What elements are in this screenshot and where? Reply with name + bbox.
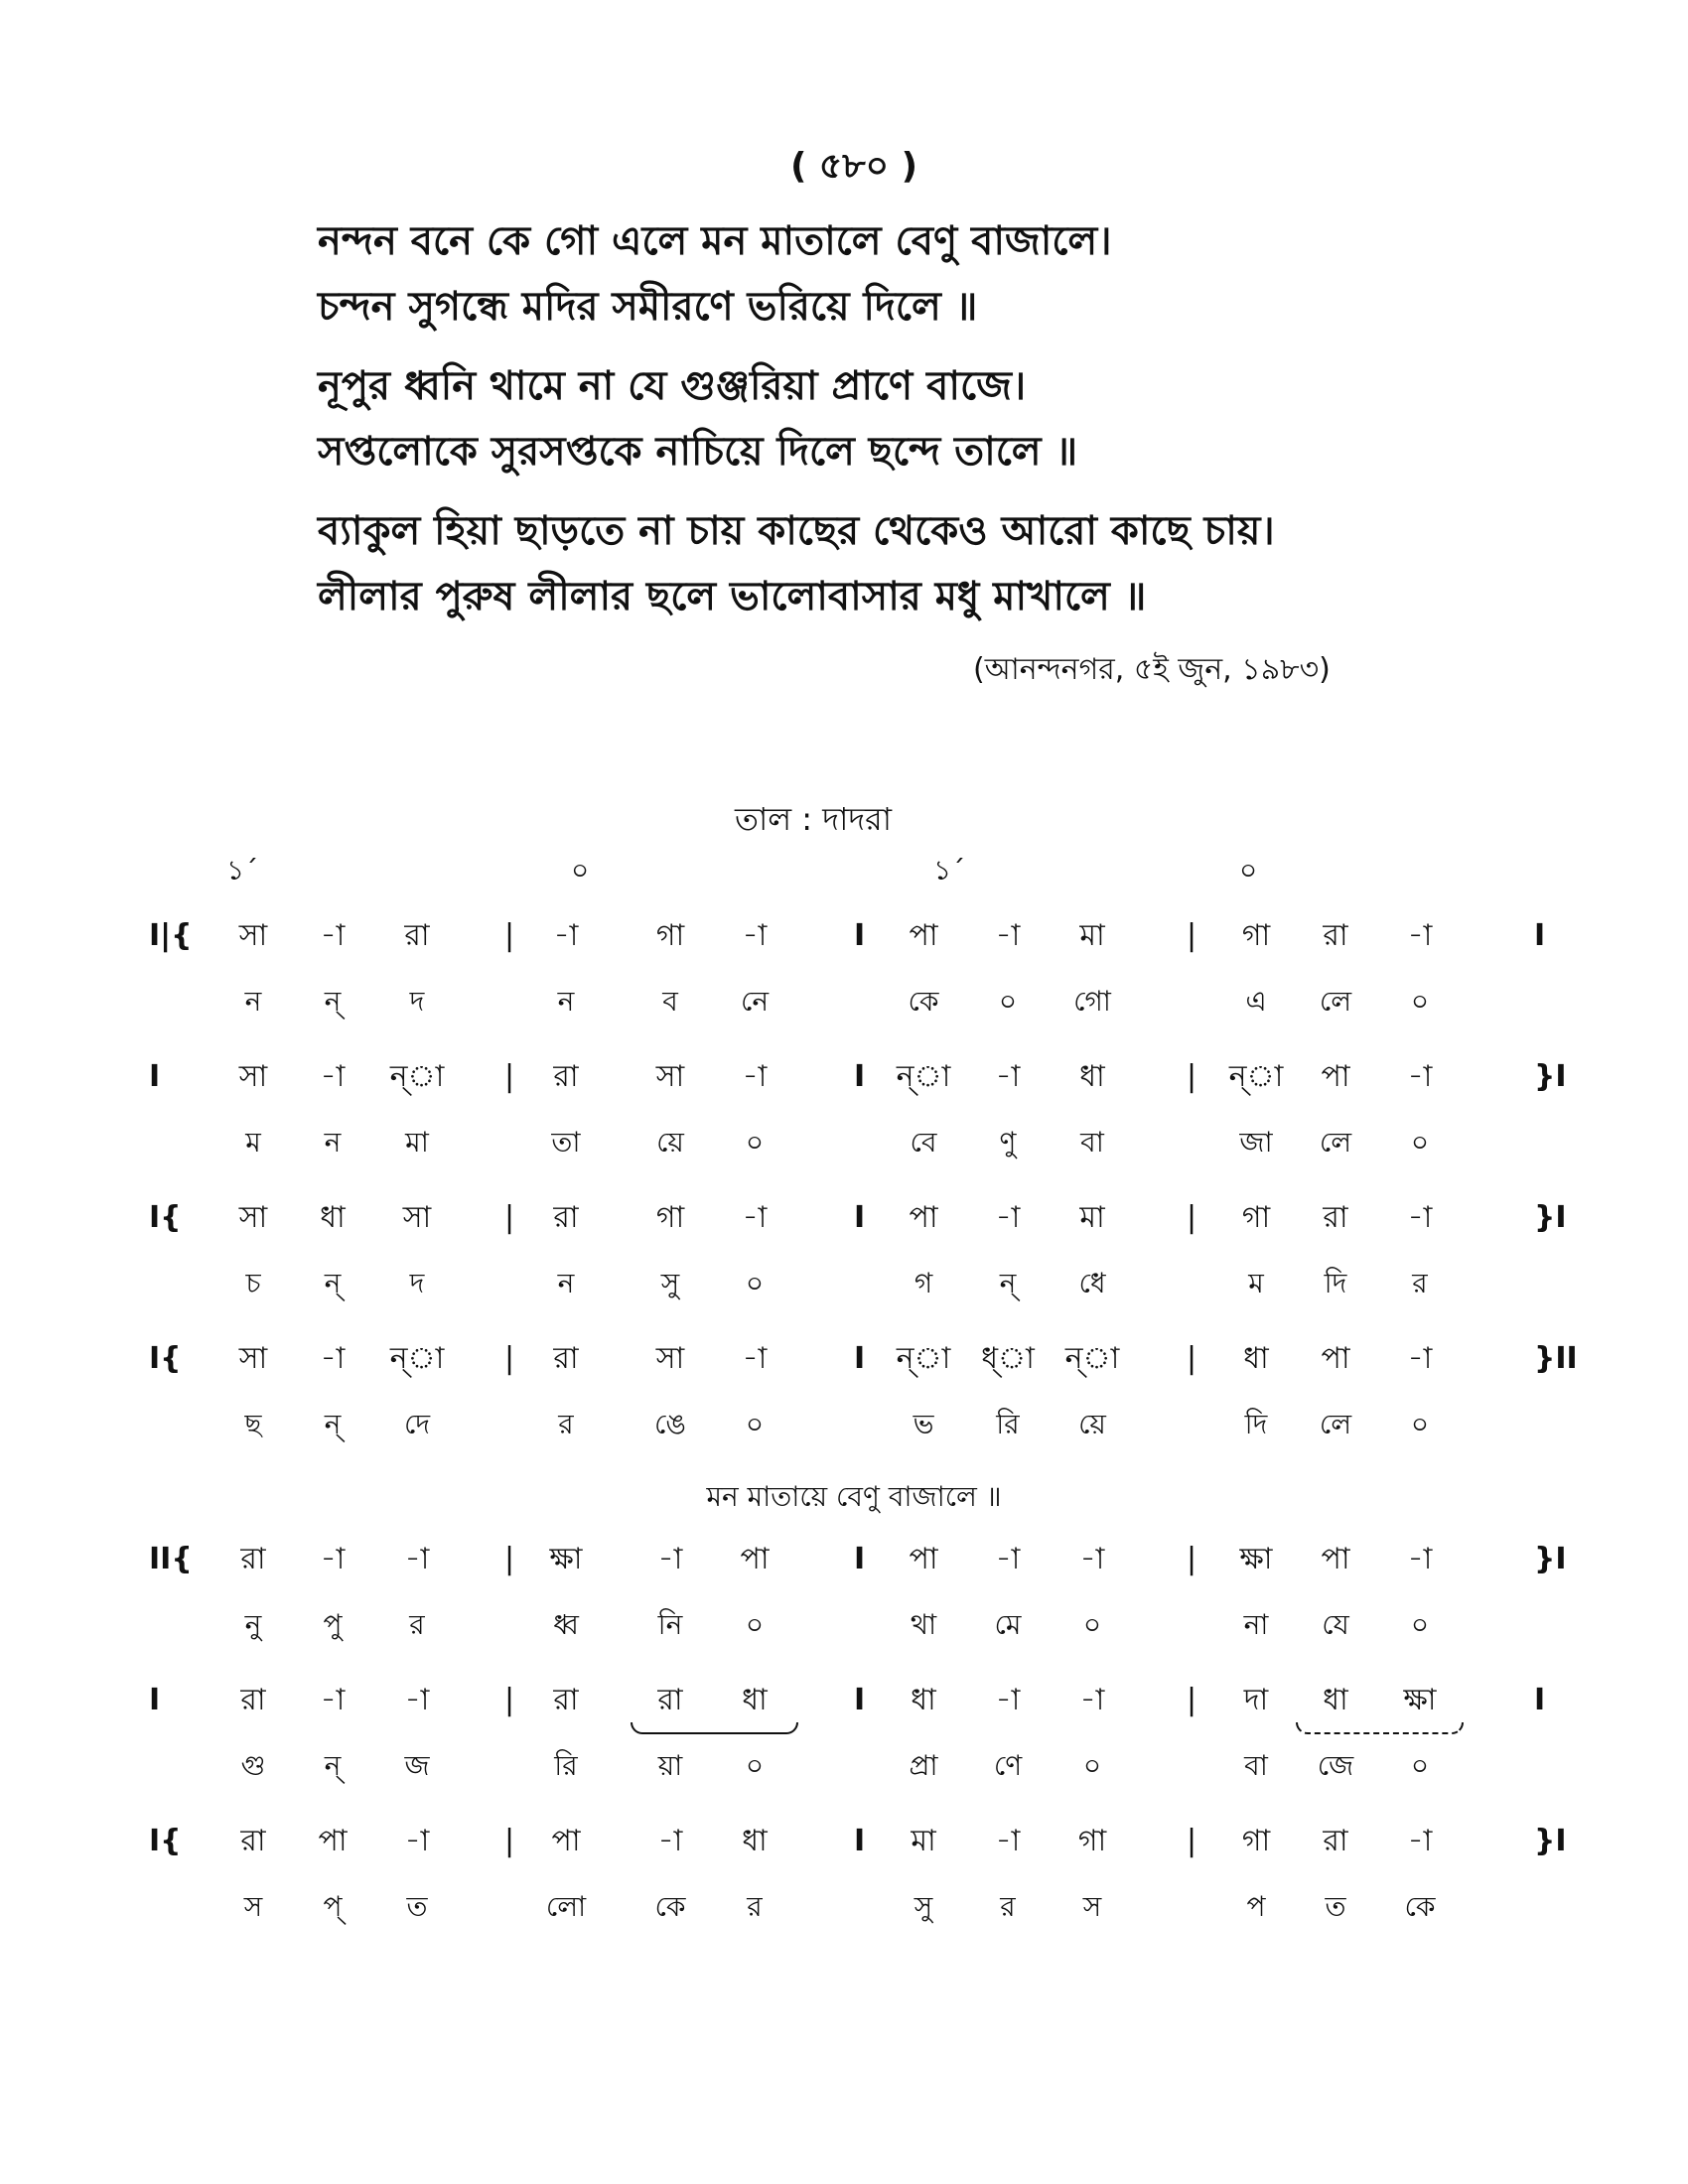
lyric-syllable-row: [149, 1397, 1559, 1472]
lyric-syllable: ন: [244, 985, 262, 1018]
end-barline: }I: [1534, 1200, 1567, 1235]
lyric-syllable: র: [409, 1608, 425, 1641]
matra-divider: |: [1187, 1542, 1197, 1576]
lyric-syllable: মে: [994, 1608, 1022, 1641]
swara-note: রা: [404, 918, 430, 953]
swara-note: পা: [909, 1200, 938, 1235]
lyric-syllable: লো: [545, 1890, 587, 1923]
lyric-syllable: প: [1246, 1890, 1266, 1923]
swara-note: রা: [1323, 1824, 1348, 1858]
swara-note: পা: [1321, 1341, 1350, 1376]
matra-divider: |: [1187, 1683, 1197, 1717]
start-barline: I{: [149, 1200, 182, 1235]
swara-note: -া: [995, 1059, 1021, 1094]
start-barline: I: [149, 1059, 161, 1094]
swara-note: -া: [320, 1341, 346, 1376]
swara-note: -া: [995, 918, 1021, 953]
lyric-syllable: ০: [745, 1408, 765, 1440]
lyric-syllable: ব: [662, 985, 678, 1018]
lyric-syllable: ০: [745, 1126, 765, 1159]
lyric-syllable: জা: [1239, 1126, 1273, 1159]
swara-note: -া: [742, 1200, 768, 1235]
swara-note: -া: [404, 1542, 430, 1576]
swara-note: রা: [240, 1683, 266, 1717]
lyric-syllable: ত: [1325, 1890, 1346, 1923]
swara-note: গা: [655, 918, 685, 953]
slur-mark: [1296, 1722, 1464, 1734]
slur-mark: [631, 1722, 798, 1734]
swara-note: রা: [553, 1683, 579, 1717]
tala-heading: তাল : দাদরা: [735, 800, 893, 838]
refrain-phrase: মন মাতায়ে বেণু বাজালে ॥: [706, 1480, 1002, 1513]
lyric-syllable: তা: [551, 1126, 581, 1159]
lyric-syllable: ০: [1410, 985, 1430, 1018]
vibhag-barline: I: [854, 1542, 866, 1576]
lyric-line: নন্দন বনে কে গো এলে মন মাতালে বেণু বাজালে।: [318, 218, 1112, 264]
lyric-syllable: নি: [657, 1608, 683, 1641]
swara-note: ধা: [1243, 1341, 1269, 1376]
lyric-syllable: য়া: [657, 1749, 683, 1782]
beat-marker: ১´: [226, 854, 259, 887]
swara-note: -া: [995, 1542, 1021, 1576]
swara-note: -া: [320, 1683, 346, 1717]
lyric-line: ব্যাকুল হিয়া ছাড়তে না চায় কাছের থেকেও আরো কাছে চায়।: [318, 508, 1275, 554]
swara-note: সা: [238, 1059, 268, 1094]
swara-note: ক্ষা: [1403, 1683, 1437, 1717]
lyric-line: চন্দন সুগন্ধে মদির সমীরণে ভরিয়ে দিলে ॥: [318, 284, 978, 330]
swara-note: রা: [240, 1824, 266, 1858]
swara-note: পা: [909, 918, 938, 953]
lyric-syllable-row: [149, 1115, 1559, 1190]
matra-divider: |: [504, 1200, 515, 1235]
lyric-line: সপ্তলোকে সুরসপ্তকে নাচিয়ে দিলে ছন্দে তালে ॥: [318, 429, 1078, 475]
lyric-syllable-row: [149, 974, 1559, 1049]
lyric-syllable: রি: [996, 1408, 1020, 1440]
swara-note: -া: [995, 1200, 1021, 1235]
start-barline: I|{: [149, 918, 193, 953]
end-barline: I: [1534, 1683, 1546, 1717]
lyric-syllable: ছ: [244, 1408, 262, 1440]
lyric-syllable: সু: [914, 1890, 933, 1923]
swara-note: ধা: [742, 1683, 768, 1717]
end-barline: I: [1534, 918, 1546, 953]
lyric-syllable: স: [243, 1890, 263, 1923]
lyric-syllable: ন: [557, 985, 575, 1018]
swara-note: গা: [655, 1200, 685, 1235]
lyric-syllable: ০: [1410, 1408, 1430, 1440]
swara-note: -া: [1079, 1542, 1105, 1576]
swara-row: [149, 908, 1559, 974]
lyric-syllable: ধে: [1078, 1267, 1106, 1299]
swara-note: -া: [742, 1059, 768, 1094]
lyric-syllable: গ: [914, 1267, 933, 1299]
beat-marker: ০: [1239, 854, 1258, 887]
swara-note: ক্ষা: [549, 1542, 583, 1576]
swara-note: -া: [320, 918, 346, 953]
lyric-syllable: কে: [908, 985, 939, 1018]
swara-note: -া: [1079, 1683, 1105, 1717]
lyric-syllable: ন: [324, 1126, 342, 1159]
start-barline: I: [149, 1683, 161, 1717]
lyric-syllable: প্: [323, 1890, 343, 1923]
swara-note: সা: [238, 918, 268, 953]
stanza: [318, 208, 1460, 340]
lyric-syllable: নু: [244, 1608, 262, 1641]
swara-note: ধ্া: [981, 1341, 1035, 1376]
swara-note: -া: [404, 1683, 430, 1717]
lyric-line: লীলার পুরুষ লীলার ছলে ভালোবাসার মধু মাখালে ॥: [318, 574, 1147, 619]
swara-note: -া: [1407, 1059, 1433, 1094]
lyric-line: নূপুর ধ্বনি থামে না যে গুঞ্জরিয়া প্রাণে বাজে।: [318, 363, 1027, 409]
swara-note: রা: [240, 1542, 266, 1576]
swara-note: সা: [238, 1341, 268, 1376]
lyric-syllable: মা: [405, 1126, 429, 1159]
lyric-syllable: বা: [1080, 1126, 1104, 1159]
lyric-syllable: ম: [245, 1126, 261, 1159]
swara-note: ধা: [911, 1683, 936, 1717]
swara-note: -া: [320, 1542, 346, 1576]
lyric-syllable: সু: [660, 1267, 680, 1299]
matra-divider: |: [504, 1683, 515, 1717]
stanza: [318, 498, 1460, 629]
lyric-syllable: ত: [406, 1890, 428, 1923]
lyric-syllable: র: [558, 1408, 574, 1440]
swara-row: [149, 1331, 1578, 1397]
lyric-syllable: ০: [1410, 1608, 1430, 1641]
lyric-syllable: গু: [240, 1749, 266, 1782]
end-barline: }I: [1534, 1059, 1567, 1094]
lyric-syllable-row: [149, 1256, 1559, 1331]
swara-note: -া: [742, 918, 768, 953]
lyric-syllable: যে: [1322, 1608, 1349, 1641]
matra-divider: |: [504, 1824, 515, 1858]
lyric-syllable: কে: [654, 1890, 686, 1923]
swara-note: দা: [1243, 1683, 1269, 1717]
swara-note: ন্া: [896, 1341, 951, 1376]
matra-divider: |: [504, 918, 515, 953]
lyric-syllable: ০: [745, 1749, 765, 1782]
swara-row: [149, 1532, 1567, 1597]
swara-note: গা: [1077, 1824, 1107, 1858]
swara-note: ধা: [742, 1824, 768, 1858]
source-note: (আনন্দনগর, ৫ই জুন, ১৯৮৩): [973, 652, 1331, 687]
swara-note: মা: [911, 1824, 936, 1858]
lyric-syllable: দ: [409, 985, 425, 1018]
lyric-syllable: বা: [1244, 1749, 1268, 1782]
swara-note: -া: [320, 1059, 346, 1094]
swara-note: সা: [238, 1200, 268, 1235]
matra-divider: |: [1187, 1200, 1197, 1235]
vibhag-barline: I: [854, 1200, 866, 1235]
lyric-syllable: রি: [554, 1749, 578, 1782]
matra-divider: |: [504, 1542, 515, 1576]
lyric-syllable: ন্: [324, 1267, 342, 1299]
lyric-syllable: দি: [1324, 1267, 1347, 1299]
swara-note: -া: [742, 1341, 768, 1376]
swara-note: পা: [318, 1824, 348, 1858]
swara-note: ধা: [1323, 1683, 1348, 1717]
swara-row: [149, 1190, 1567, 1256]
lyric-syllable: ০: [1082, 1608, 1102, 1641]
swara-note: -া: [1407, 1542, 1433, 1576]
swara-note: -া: [995, 1683, 1021, 1717]
swara-note: -া: [553, 918, 579, 953]
lyric-syllable: দি: [1244, 1408, 1268, 1440]
lyric-syllable: এ: [1245, 985, 1267, 1018]
swara-note: ধা: [320, 1200, 346, 1235]
lyric-syllable: না: [1243, 1608, 1269, 1641]
lyric-syllable: ০: [745, 1608, 765, 1641]
swara-note: -া: [657, 1824, 683, 1858]
lyric-syllable: দে: [403, 1408, 431, 1440]
swara-note: সা: [655, 1341, 685, 1376]
vibhag-barline: I: [854, 918, 866, 953]
swara-note: ন্া: [389, 1059, 445, 1094]
lyric-syllable: ন্: [324, 1408, 342, 1440]
matra-divider: |: [1187, 1059, 1197, 1094]
lyric-syllable-row: [149, 1879, 1559, 1955]
lyric-syllable: ন্: [324, 985, 342, 1018]
lyric-syllable: ০: [1082, 1749, 1102, 1782]
lyric-syllable: নে: [740, 985, 770, 1018]
lyric-syllable: র: [1412, 1267, 1428, 1299]
swara-note: -া: [995, 1824, 1021, 1858]
swara-note: ন্া: [1064, 1341, 1120, 1376]
lyric-syllable: র: [747, 1890, 763, 1923]
start-barline: I{: [149, 1824, 182, 1858]
swara-note: ন্া: [389, 1341, 445, 1376]
lyric-syllable: ণু: [999, 1126, 1017, 1159]
page-number: ( ৫৮০ ): [789, 146, 918, 187]
lyric-syllable-row: [149, 1597, 1559, 1673]
swara-note: পা: [740, 1542, 770, 1576]
swara-note: ধা: [1079, 1059, 1105, 1094]
swara-note: রা: [1323, 1200, 1348, 1235]
swara-note: রা: [553, 1200, 579, 1235]
vibhag-barline: I: [854, 1824, 866, 1858]
vibhag-barline: I: [854, 1341, 866, 1376]
swara-note: রা: [657, 1683, 683, 1717]
end-barline: }II: [1534, 1341, 1578, 1376]
lyric-syllable: কে: [1404, 1890, 1436, 1923]
beat-marker: ১´: [933, 854, 966, 887]
lyric-syllable: ন্: [999, 1267, 1017, 1299]
lyric-syllable: ভ: [913, 1408, 934, 1440]
swara-note: -া: [404, 1824, 430, 1858]
matra-divider: |: [1187, 1341, 1197, 1376]
lyric-syllable: চ: [245, 1267, 261, 1299]
swara-note: রা: [553, 1341, 579, 1376]
notation-grid: [149, 908, 1578, 1955]
lyric-syllable: লে: [1319, 1408, 1352, 1440]
lyric-syllable: স: [1082, 1890, 1102, 1923]
lyric-syllable: ধ্ব: [553, 1608, 579, 1641]
swara-note: গা: [1241, 1200, 1271, 1235]
end-barline: }I: [1534, 1542, 1567, 1576]
swara-note: -া: [1407, 1341, 1433, 1376]
swara-note: গা: [1241, 1824, 1271, 1858]
lyric-syllable: থা: [910, 1608, 937, 1641]
end-barline: }I: [1534, 1824, 1567, 1858]
swara-row: [149, 1814, 1567, 1879]
lyric-syllable: প্রা: [909, 1749, 938, 1782]
swara-note: পা: [551, 1824, 581, 1858]
swara-note: গা: [1241, 918, 1271, 953]
swara-note: মা: [1079, 918, 1105, 953]
stanza: [318, 353, 1460, 484]
lyric-syllable: দ: [409, 1267, 425, 1299]
matra-divider: |: [504, 1341, 515, 1376]
lyric-syllable: বে: [910, 1126, 937, 1159]
lyric-syllable: ০: [1410, 1749, 1430, 1782]
lyric-syllable: লে: [1319, 985, 1352, 1018]
swara-note: ক্ষা: [1239, 1542, 1273, 1576]
vibhag-barline: I: [854, 1683, 866, 1717]
vibhag-barline: I: [854, 1059, 866, 1094]
lyric-syllable: জে: [1317, 1749, 1354, 1782]
lyric-syllable-row: [149, 1738, 1559, 1814]
swara-row: [149, 1049, 1567, 1115]
lyric-syllable: ০: [1410, 1126, 1430, 1159]
lyric-syllable: ন্: [324, 1749, 342, 1782]
start-barline: II{: [149, 1542, 193, 1576]
lyric-syllable: ০: [998, 985, 1018, 1018]
swara-note: রা: [1323, 918, 1348, 953]
matra-divider: |: [504, 1059, 515, 1094]
lyric-syllable: র: [1000, 1890, 1016, 1923]
swara-note: সা: [402, 1200, 432, 1235]
swara-note: সা: [655, 1059, 685, 1094]
beat-marker: ০: [571, 854, 590, 887]
lyric-syllable: য়ে: [656, 1126, 684, 1159]
lyric-syllable: লে: [1319, 1126, 1352, 1159]
swara-note: পা: [909, 1542, 938, 1576]
swara-note: ন্া: [1228, 1059, 1284, 1094]
lyric-syllable: ণে: [993, 1749, 1023, 1782]
swara-note: -া: [1407, 1200, 1433, 1235]
lyric-syllable: জ: [404, 1749, 430, 1782]
swara-row: [149, 1673, 1559, 1738]
song-lyrics: [318, 208, 1460, 643]
lyric-syllable: ন: [557, 1267, 575, 1299]
swara-note: -া: [1407, 1824, 1433, 1858]
swara-note: পা: [1321, 1542, 1350, 1576]
lyric-syllable: পু: [323, 1608, 343, 1641]
matra-divider: |: [1187, 918, 1197, 953]
lyric-syllable: ০: [745, 1267, 765, 1299]
lyric-syllable: য়ে: [1078, 1408, 1106, 1440]
start-barline: I{: [149, 1341, 182, 1376]
lyric-syllable: গো: [1073, 985, 1111, 1018]
matra-divider: |: [1187, 1824, 1197, 1858]
swara-note: মা: [1079, 1200, 1105, 1235]
swara-note: পা: [1321, 1059, 1350, 1094]
swara-note: রা: [553, 1059, 579, 1094]
swara-note: -া: [1407, 918, 1433, 953]
swara-note: ন্া: [896, 1059, 951, 1094]
lyric-syllable: ঙে: [654, 1408, 686, 1440]
swara-note: -া: [657, 1542, 683, 1576]
lyric-syllable: ম: [1248, 1267, 1264, 1299]
